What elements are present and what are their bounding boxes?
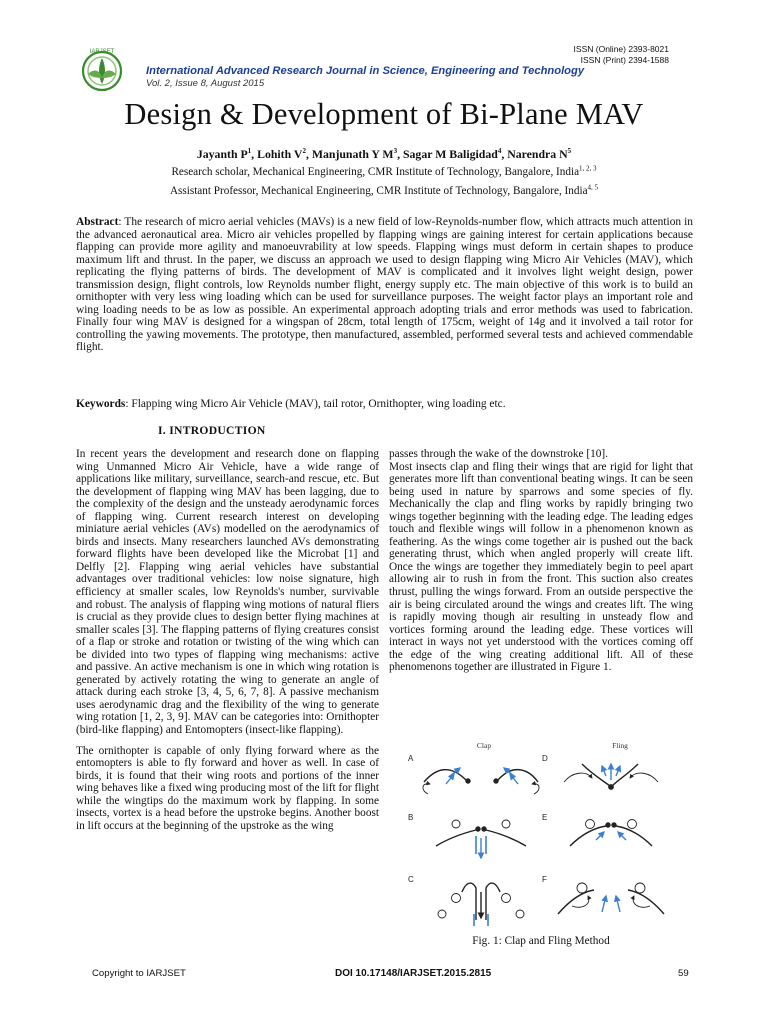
panel-f-diagram [558, 883, 664, 914]
left-column [76, 448, 379, 832]
paper-title: Design & Development of Bi-Plane MAV [124, 97, 644, 131]
keywords-text: : Flapping wing Micro Air Vehicle (MAV), tail rotor, Ornithopter, wing loading etc. [125, 398, 506, 410]
author: Narendra $N^5$ [507, 147, 572, 161]
panel-a-diagram [423, 768, 539, 794]
journal-name: International Advanced Research Journal in Science, Engineering and Technology [146, 65, 585, 77]
panel-e-diagram [570, 820, 652, 847]
author: Manjunath Y $M^3$ [311, 147, 398, 161]
paragraph: passes through the wake of the downstroke [10]. [389, 448, 608, 460]
author: Lohith $V^2$ [257, 147, 306, 161]
affiliation-2: Assistant Professor, Mechanical Engineering, CMR Institute of Technology, Bangalore, India$^{4, 5}$ [169, 183, 599, 197]
footer-doi[interactable]: DOI 10.17148/IARJSET.2015.2815 [335, 968, 492, 979]
abstract [76, 216, 693, 354]
fig-panel-label: A [408, 754, 414, 763]
journal-volume: Vol. 2, Issue 8, August 2015 [146, 78, 265, 89]
author-list: Jayanth $P^1$, Lohith $V^2$, Manjunath Y $M^3$, Sagar M Baligidad$^4$, Narendra $N^5$ [196, 147, 572, 161]
figure-clap-fling [406, 742, 678, 932]
abstract-label: Abstract [76, 216, 119, 228]
footer-copyright: Copyright to IARJSET [92, 968, 186, 979]
affiliation-1: Research scholar, Mechanical Engineering, CMR Institute of Technology, Bangalore, India$^{1, 2, 3}$ [171, 164, 597, 178]
paragraph: The ornithopter is capable of only flying forward where as the entomopters is able to fly forward and hover as well. In case of birds, it is found that their wing roots and portions of the inner wing behaves like a fixed wing producing most of the lift for flight while the wingtips do the maximum work by flapping. In some insects, vortex is a head before the upstroke begins. Another boost in lift occurs at the beginning of the upstroke as the wing [76, 744, 379, 832]
footer-page-number: 59 [678, 968, 689, 979]
fig-panel-label: B [408, 813, 414, 822]
section-heading: I. INTRODUCTION [158, 424, 266, 437]
fig-panel-label: D [542, 754, 548, 763]
issn-online: ISSN (Online) 2393-8021 [573, 44, 669, 54]
fig-panel-label: E [542, 813, 548, 822]
logo-text: IARJSET [89, 49, 115, 55]
fig-col-title: Clap [476, 742, 492, 750]
abstract-text: : The research of micro aerial vehicles (MAVs) is a new field of low-Reynolds-number flow, which attracts much attention in the advanced aeronautical area. Micro air vehicles propelled by flapping wings are gaining interest for certain applications because flapping can provide more agility and manoeuvrability at low speeds. Flapping wings must deform in certain shapes to produce maximum lift and thrust. In the paper, we discuss an approach we used to design flapping wing Micro Air Vehicles (MAV), which replicating the flying patterns of birds. The development of MAV is complicated and it involves light weight design, power transmission design, flight controls, low Reynolds number flight, energy supply etc. The main objective of this work is to build an ornithopter with very less wing loading which can be used for surveillance purposes. The weight factor plays an important role and wing loading needs to be as low as possible. An experimental approach adopting trials and error methods was used to fabrication. Finally four wing MAV is designed for a wingspan of 28cm, total length of 175cm, weight of 14g and it involved a tail rotor for controlling the yawing movements. The prototype, then manufactured, assembled, performed several tests and achieved commendable flight. [76, 216, 693, 354]
right-column [389, 448, 693, 674]
issn-print: ISSN (Print) 2394-1588 [580, 54, 669, 65]
fig-panel-label: F [542, 875, 547, 884]
paragraph: Most insects clap and fling their wings that are rigid for light that generates more lift than conventional beating wings. It can be seen being used in nature by sparrows and some species of fly. Mechanically the clap and fling works by rapidly bringing two wings together beginning with the leading edge. The leading edges touch and flexible wings will follow in a phenomenon known as feathering. As the wings come together air is pushed out the back generating thrust, which when angled properly will create lift. Once the wings are together they immediately begin to peel apart allowing air to rush in from the front. This suction also creates thrust, pulling the wings forward. From an outside perspective the air is being circulated around the wings and creates lift. The wing is rapidly moving though air resulting in unsteady flow and vortices forming around the leading edge. These vortices will interact in ways not yet understood with the vortices coming off the edge of the wing creating additional lift. All of these phenomenons together are illustrated in Figure 1. [389, 460, 693, 674]
issn-block [574, 44, 669, 65]
keywords-label: Keywords [76, 398, 126, 410]
author: Jayanth $P^1$ [196, 147, 252, 161]
fig-panel-label: C [408, 875, 414, 884]
panel-b-diagram [436, 820, 526, 858]
keywords [76, 398, 693, 411]
figure-caption: Fig. 1: Clap and Fling Method [472, 935, 610, 947]
journal-logo-icon [78, 44, 134, 92]
paragraph: In recent years the development and research done on flapping wing Unmanned Micro Air Vehicle, have a wide range of applications like military, surveillance, search-and rescue, etc. But the development of flapping wing MAV has been lagging, due to the complexity of the design and the unsteady aerodynamic forces of flapping wing. Current research interest on developing miniature aerial vehicles (AVs) modelled on the aerodynamics of birds and insects. Many researchers launched AVs demonstrating forward flights have been developed like the Microbat [1] and Delfly [2]. Flapping wing aerial vehicles have substantial advantages over traditional vehicles: low noise signature, high efficiency at smaller scales, low Reynolds's number, survivable and robust. The analysis of flapping wing motions of natural fliers is crucial as they provide clues to design better flying machines at smaller scales [3]. The flapping patterns of flying creatures consist of a flap or stroke and rotation or twisting of the wing which can be divided into two types of flapping wing mechanisms: active and passive. An active mechanism is one in which wing rotation is generated by actively rotating the wing to generate an angle of attack during each stroke [3, 4, 5, 6, 7, 8]. A passive mechanism uses aerodynamic drag and the flexibility of the wing to generate wing rotation [1, 2, 3, 9]. MAV can be categories into: Ornithopter (bird-like flapping) and Entomopters (insect-like flapping). [76, 448, 379, 737]
panel-d-diagram [564, 764, 658, 789]
fig-col-title: Fling [612, 742, 628, 750]
author: Sagar M Baligidad$^4$ [402, 147, 502, 161]
panel-c-diagram [438, 883, 524, 926]
